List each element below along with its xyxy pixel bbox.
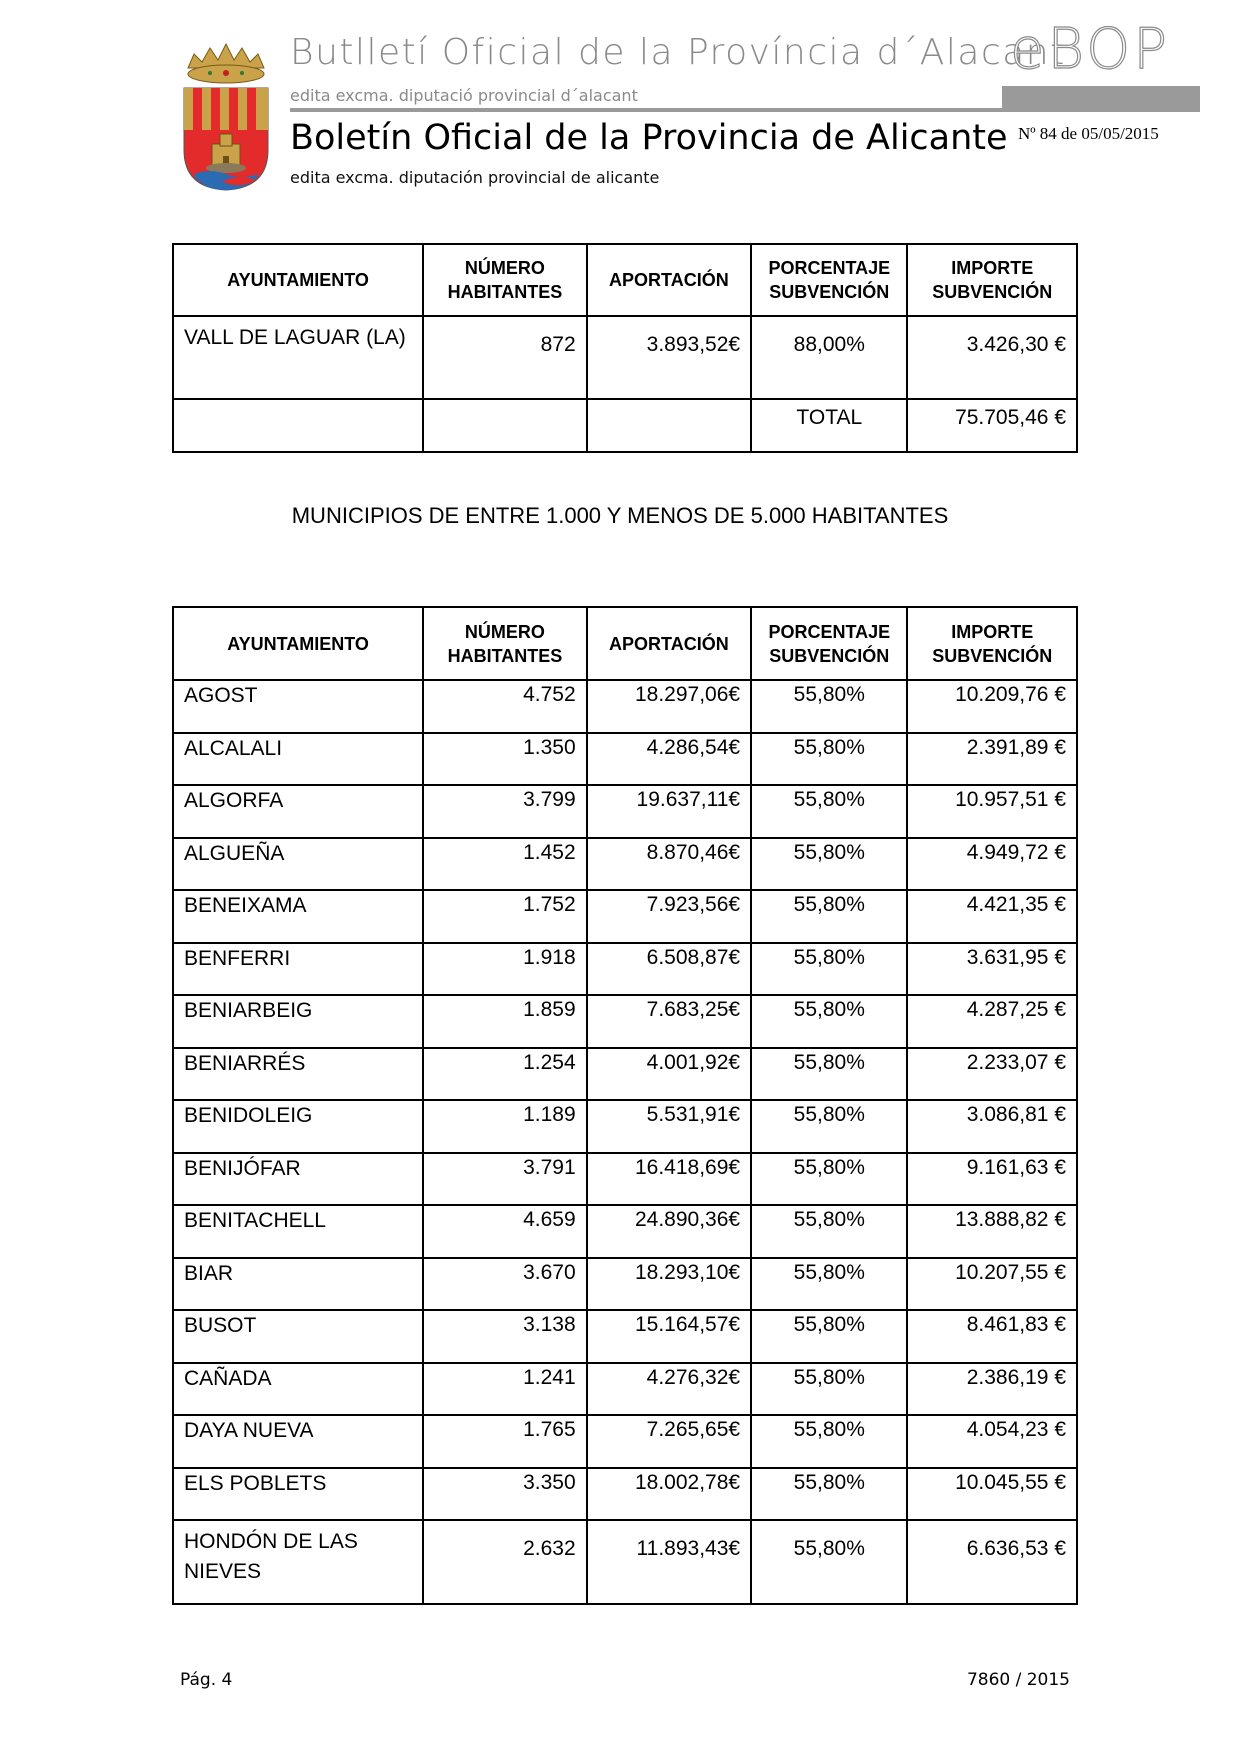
bulletin-number: Nº 84 de 05/05/2015: [1018, 124, 1159, 143]
cell-ayuntamiento: ALGORFA: [173, 785, 423, 838]
cell-importe: 13.888,82 €: [907, 1205, 1077, 1258]
cell-importe: 4.054,23 €: [907, 1415, 1077, 1468]
cell-importe: 3.426,30 €: [907, 316, 1077, 399]
table-row: [173, 1205, 1077, 1258]
cell-habitantes: 3.138: [423, 1310, 586, 1363]
table-row: [173, 1415, 1077, 1468]
subsidy-table-continued: [172, 243, 1078, 453]
cell-importe: 10.209,76 €: [907, 680, 1077, 733]
cell-importe: 3.631,95 €: [907, 943, 1077, 996]
table-row: [173, 316, 1077, 399]
table-row: [173, 1100, 1077, 1153]
cell-porcentaje: 55,80%: [751, 680, 907, 733]
cell-porcentaje: 55,80%: [751, 733, 907, 786]
cell-habitantes: 4.659: [423, 1205, 586, 1258]
cell-ayuntamiento: BENIARBEIG: [173, 995, 423, 1048]
cell-porcentaje: 55,80%: [751, 890, 907, 943]
cell-importe: 4.421,35 €: [907, 890, 1077, 943]
cell-ayuntamiento: HONDÓN DE LAS NIEVES: [173, 1520, 423, 1604]
page-number: Pág. 4: [180, 1670, 233, 1690]
cell-importe: 8.461,83 €: [907, 1310, 1077, 1363]
cell-aportacion: 5.531,91€: [587, 1100, 751, 1153]
cell-ayuntamiento: VALL DE LAGUAR (LA): [173, 316, 423, 399]
cell-ayuntamiento: ALCALALI: [173, 733, 423, 786]
col-header-ayuntamiento: AYUNTAMIENTO: [173, 244, 423, 316]
cell-ayuntamiento: BENITACHELL: [173, 1205, 423, 1258]
cell-habitantes: 1.859: [423, 995, 586, 1048]
spanish-subtitle: edita excma. diputación provincial de alicante: [290, 168, 660, 187]
cell-habitantes: 3.791: [423, 1153, 586, 1206]
col-header-habitantes: NÚMERO HABITANTES: [423, 244, 586, 316]
cell-importe: 4.949,72 €: [907, 838, 1077, 891]
cell-ayuntamiento: AGOST: [173, 680, 423, 733]
table-row: [173, 1310, 1077, 1363]
cell-porcentaje: 55,80%: [751, 1520, 907, 1604]
cell-porcentaje: 55,80%: [751, 1153, 907, 1206]
cell-importe: 10.045,55 €: [907, 1468, 1077, 1521]
cell-importe: 3.086,81 €: [907, 1100, 1077, 1153]
cell-aportacion: 11.893,43€: [587, 1520, 751, 1604]
cell-aportacion: 7.683,25€: [587, 995, 751, 1048]
table-row: [173, 1363, 1077, 1416]
cell-habitantes: 1.254: [423, 1048, 586, 1101]
document-reference: 7860 / 2015: [966, 1670, 1070, 1690]
table-row: [173, 995, 1077, 1048]
total-row: [173, 399, 1077, 452]
cell-porcentaje: 55,80%: [751, 838, 907, 891]
cell-ayuntamiento: BENIJÓFAR: [173, 1153, 423, 1206]
cell-aportacion: 16.418,69€: [587, 1153, 751, 1206]
table-row: [173, 1520, 1077, 1604]
empty-cell: [587, 399, 751, 452]
cell-aportacion: 8.870,46€: [587, 838, 751, 891]
cell-habitantes: 1.350: [423, 733, 586, 786]
cell-aportacion: 18.293,10€: [587, 1258, 751, 1311]
cell-importe: 9.161,63 €: [907, 1153, 1077, 1206]
section-title: MUNICIPIOS DE ENTRE 1.000 Y MENOS DE 5.000 HABITANTES: [291, 503, 949, 528]
cell-porcentaje: 55,80%: [751, 785, 907, 838]
cell-ayuntamiento: BENFERRI: [173, 943, 423, 996]
cell-porcentaje: 55,80%: [751, 1310, 907, 1363]
empty-cell: [173, 399, 423, 452]
table-row: [173, 890, 1077, 943]
catalan-subtitle: edita excma. diputació provincial d´alacant: [290, 86, 638, 105]
table-row: [173, 838, 1077, 891]
cell-porcentaje: 88,00%: [751, 316, 907, 399]
col-header-ayuntamiento: AYUNTAMIENTO: [173, 607, 423, 680]
catalan-title: Butlletí Oficial de la Província d´Alacant: [290, 32, 1066, 73]
cell-porcentaje: 55,80%: [751, 1100, 907, 1153]
col-header-porcentaje: PORCENTAJE SUBVENCIÓN: [751, 607, 907, 680]
table-row: [173, 1258, 1077, 1311]
table-header-row: [173, 244, 1077, 316]
cell-habitantes: 1.189: [423, 1100, 586, 1153]
col-header-habitantes: NÚMERO HABITANTES: [423, 607, 586, 680]
cell-habitantes: 1.765: [423, 1415, 586, 1468]
subsidy-table-1000-5000: [172, 606, 1078, 1605]
cell-habitantes: 1.918: [423, 943, 586, 996]
header-divider: [290, 108, 1002, 112]
table-row: [173, 1468, 1077, 1521]
cell-ayuntamiento: DAYA NUEVA: [173, 1415, 423, 1468]
cell-ayuntamiento: BENIARRÉS: [173, 1048, 423, 1101]
cell-aportacion: 4.276,32€: [587, 1363, 751, 1416]
cell-habitantes: 2.632: [423, 1520, 586, 1604]
empty-cell: [423, 399, 586, 452]
col-header-porcentaje: PORCENTAJE SUBVENCIÓN: [751, 244, 907, 316]
col-header-importe: IMPORTE SUBVENCIÓN: [907, 607, 1077, 680]
cell-habitantes: 3.799: [423, 785, 586, 838]
cell-ayuntamiento: BIAR: [173, 1258, 423, 1311]
cell-habitantes: 3.350: [423, 1468, 586, 1521]
cell-aportacion: 18.297,06€: [587, 680, 751, 733]
cell-aportacion: 6.508,87€: [587, 943, 751, 996]
table-header-row: [173, 607, 1077, 680]
cell-aportacion: 18.002,78€: [587, 1468, 751, 1521]
ebop-logo: eBOP: [1010, 17, 1170, 82]
cell-habitantes: 4.752: [423, 680, 586, 733]
cell-porcentaje: 55,80%: [751, 943, 907, 996]
cell-importe: 2.233,07 €: [907, 1048, 1077, 1101]
cell-aportacion: 7.923,56€: [587, 890, 751, 943]
cell-habitantes: 1.752: [423, 890, 586, 943]
cell-ayuntamiento: ELS POBLETS: [173, 1468, 423, 1521]
bulletin-header: [0, 0, 1240, 200]
col-header-aportacion: APORTACIÓN: [587, 244, 751, 316]
table-row: [173, 943, 1077, 996]
table-row: [173, 785, 1077, 838]
col-header-aportacion: APORTACIÓN: [587, 607, 751, 680]
cell-aportacion: 7.265,65€: [587, 1415, 751, 1468]
cell-aportacion: 4.286,54€: [587, 733, 751, 786]
cell-ayuntamiento: BENIDOLEIG: [173, 1100, 423, 1153]
table-row: [173, 680, 1077, 733]
cell-importe: 10.957,51 €: [907, 785, 1077, 838]
cell-porcentaje: 55,80%: [751, 1415, 907, 1468]
table-row: [173, 733, 1077, 786]
spanish-title: Boletín Oficial de la Provincia de Alicante: [290, 118, 1008, 158]
cell-aportacion: 24.890,36€: [587, 1205, 751, 1258]
cell-porcentaje: 55,80%: [751, 1048, 907, 1101]
total-value: 75.705,46 €: [907, 399, 1077, 452]
cell-importe: 10.207,55 €: [907, 1258, 1077, 1311]
col-header-importe: IMPORTE SUBVENCIÓN: [907, 244, 1077, 316]
cell-aportacion: 15.164,57€: [587, 1310, 751, 1363]
cell-importe: 2.386,19 €: [907, 1363, 1077, 1416]
cell-habitantes: 1.452: [423, 838, 586, 891]
cell-porcentaje: 55,80%: [751, 1258, 907, 1311]
header-divider-block: [1002, 86, 1200, 112]
coat-of-arms-icon: [180, 40, 272, 192]
cell-importe: 4.287,25 €: [907, 995, 1077, 1048]
total-label: TOTAL: [751, 399, 907, 452]
table-row: [173, 1153, 1077, 1206]
cell-aportacion: 3.893,52€: [587, 316, 751, 399]
cell-ayuntamiento: BENEIXAMA: [173, 890, 423, 943]
cell-aportacion: 4.001,92€: [587, 1048, 751, 1101]
cell-porcentaje: 55,80%: [751, 1205, 907, 1258]
cell-porcentaje: 55,80%: [751, 1363, 907, 1416]
cell-aportacion: 19.637,11€: [587, 785, 751, 838]
cell-habitantes: 872: [423, 316, 586, 399]
cell-habitantes: 1.241: [423, 1363, 586, 1416]
cell-importe: 2.391,89 €: [907, 733, 1077, 786]
cell-ayuntamiento: ALGUEÑA: [173, 838, 423, 891]
cell-porcentaje: 55,80%: [751, 995, 907, 1048]
cell-porcentaje: 55,80%: [751, 1468, 907, 1521]
cell-ayuntamiento: CAÑADA: [173, 1363, 423, 1416]
cell-habitantes: 3.670: [423, 1258, 586, 1311]
cell-importe: 6.636,53 €: [907, 1520, 1077, 1604]
cell-ayuntamiento: BUSOT: [173, 1310, 423, 1363]
table-row: [173, 1048, 1077, 1101]
